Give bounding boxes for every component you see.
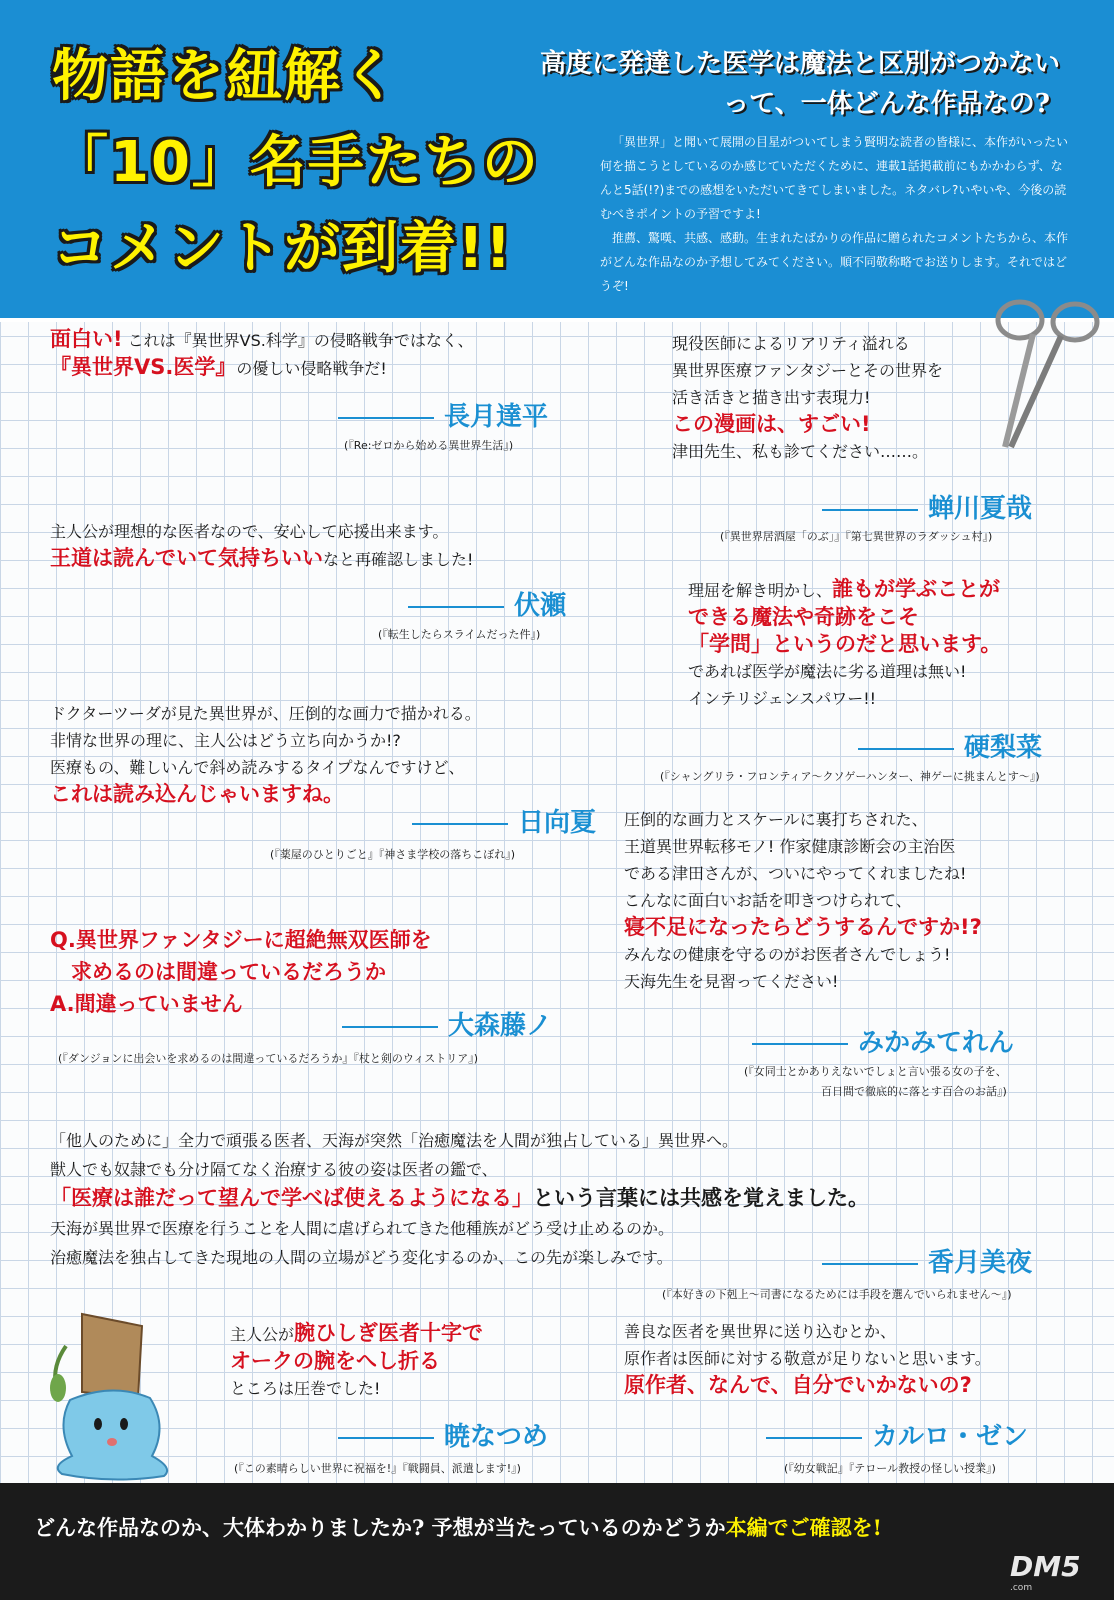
subtitle [540, 44, 1080, 124]
works-c10: (『幼女戦記』『テロール教授の怪しい授業』) [784, 1462, 996, 1475]
c5-line-2: 非情な世界の理に、主人公はどう立ち向かうか!? [50, 731, 401, 750]
works-c4: (『シャングリラ・フロンティア〜クソゲーハンター、神ゲーに挑まんとす〜』) [660, 770, 1040, 783]
title-line-1: 物語を紐解く [52, 44, 400, 109]
comment-2 [672, 330, 943, 465]
author-c4: 硬梨菜 [858, 727, 1042, 764]
c4-line-2: であれば医学が魔法に劣る道理は無い! [688, 662, 967, 681]
c8-line-2: 獣人でも奴隷でも分け隔てなく治療する彼の姿は医者の鑑で、 [50, 1160, 498, 1179]
c8-highlight: 「医療は誰だって望んで学べば使えるようになる」 [50, 1186, 533, 1210]
works-c6-line-1: (『女同士とかありえないでしょと言い張る女の子を、 [744, 1065, 1007, 1078]
c4-highlight-2: できる魔法や奇跡をこそ [688, 605, 919, 629]
c1-highlight-2: 『異世界VS.医学』 [50, 355, 237, 379]
works-c6 [744, 1062, 1007, 1102]
comment-9 [230, 1320, 483, 1402]
author-c8: 香月美夜 [822, 1242, 1032, 1279]
works-c8: (『本好きの下剋上〜司書になるためには手段を選んでいられません〜』) [662, 1288, 1012, 1301]
c6-line-5: みんなの健康を守るのがお医者さんでしょう! [624, 945, 951, 964]
c8-line-5: 治癒魔法を独占してきた現地の人間の立場がどう変化するのか、この先が楽しみです。 [50, 1248, 673, 1267]
author-c2: 蝉川夏哉 [822, 488, 1032, 525]
comment-5 [50, 700, 481, 808]
c1-line-2: の優しい侵略戦争だ! [236, 359, 387, 378]
comment-3 [50, 518, 473, 573]
c10-line-2: 原作者は医師に対する敬意が足りないと思います。 [624, 1349, 991, 1368]
c2-line-4: 津田先生、私も診てください……。 [672, 442, 929, 461]
author-c1: 長月達平 [338, 396, 548, 433]
author-c6: みかみてれん [752, 1022, 1014, 1059]
c4-highlight-3: 「学問」というのだと思います。 [688, 632, 1002, 656]
forceps-illustration [975, 282, 1110, 457]
subtitle-line-2: って、一体どんな作品なの? [723, 89, 1050, 119]
c7-highlight-1: Q.異世界ファンタジーに超絶無双医師を [50, 928, 432, 952]
c4-highlight-1: 誰もが学ぶことが [832, 577, 1001, 601]
c6-line-6: 天海先生を見習ってください! [624, 972, 839, 991]
c2-line-1: 現役医師によるリアリティ溢れる [672, 334, 910, 353]
works-c2: (『異世界居酒屋「のぶ」』『第七異世界のラダッシュ村』) [720, 530, 993, 543]
c9-line-2: ところは圧巻でした! [230, 1379, 381, 1398]
c9-line-1: 主人公が [230, 1325, 295, 1344]
works-c5: (『薬屋のひとりごと』『神さま学校の落ちこぼれ』) [270, 848, 516, 861]
c6-line-2: 王道異世界転移モノ! 作家健康診断会の主治医 [624, 837, 956, 856]
c10-highlight: 原作者、なんで、自分でいかないの? [624, 1373, 972, 1397]
intro-paragraph-2: 推薦、驚嘆、共感、感動。生まれたばかりの作品に贈られたコメントたちから、本作がどんな作品なのか予想してみてください。順不同敬称略でお送りします。それではどうぞ! [600, 231, 1069, 293]
c4-line-1: 理屈を解き明かし、 [688, 581, 833, 600]
c5-line-1: ドクターツーダが見た異世界が、圧倒的な画力で描かれる。 [50, 704, 481, 723]
footer-text [34, 1512, 1094, 1542]
c4-line-3: インテリジェンスパワー!! [688, 689, 877, 708]
author-c7: 大森藤ノ [342, 1005, 552, 1042]
c2-line-2: 異世界医療ファンタジーとその世界を [672, 361, 944, 380]
c1-highlight-1: 面白い! [50, 327, 123, 351]
title-line-3: コメントが到着!! [52, 216, 514, 281]
author-c9: 暁なつめ [338, 1416, 548, 1453]
c9-highlight-2: オークの腕をへし折る [230, 1349, 440, 1373]
intro-paragraph-1: 「異世界」と聞いて展開の目星がついてしまう賢明な読者の皆様に、本作がいったい何を描こうとしているのか感じていただくために、連載1話掲載前にもかかわらず、なんと5話(!?)までの感想をいただいてきてしまいました。ネタバレ?いやいや、今後の読むべきポイントの予習ですよ! [600, 135, 1069, 221]
c3-line-1: 主人公が理想的な医者なので、安心して応援出来ます。 [50, 522, 449, 541]
c8-line-4: 天海が異世界で医療を行うことを人間に虐げられてきた他種族がどう受け止めるのか。 [50, 1219, 675, 1238]
author-c5: 日向夏 [412, 802, 596, 839]
c8-line-3: という言葉には共感を覚えました。 [533, 1186, 869, 1210]
comment-10 [624, 1318, 991, 1399]
page-title [52, 34, 572, 292]
creature-illustration [42, 1306, 192, 1486]
works-c3: (『転生したらスライムだった件』) [378, 628, 541, 641]
works-c7: (『ダンジョンに出会いを求めるのは間違っているだろうか』『杖と剣のウィストリア』) [58, 1052, 479, 1065]
title-line-2: 「10」名手たちの [52, 130, 540, 195]
works-c6-line-2: 百日間で徹底的に落とす百合のお話』) [821, 1085, 1007, 1098]
c1-line-1: これは『異世界VS.科学』の侵略戦争ではなく、 [122, 331, 474, 350]
comment-8 [50, 1126, 869, 1272]
footer-text-main: どんな作品なのか、大体わかりましたか? 予想が当たっているのかどうか [34, 1515, 726, 1540]
c5-highlight: これは読み込んじゃいますね。 [50, 782, 344, 806]
watermark-url: .com [1010, 1583, 1033, 1593]
c6-highlight: 寝不足になったらどうするんですか!? [624, 915, 982, 939]
author-c3: 伏瀬 [408, 585, 566, 622]
comment-1 [50, 326, 474, 382]
works-c9: (『この素晴らしい世界に祝福を!』『戦闘員、派遣します!』) [234, 1462, 521, 1475]
c6-line-3: である津田さんが、ついにやってくれましたね! [624, 864, 967, 883]
subtitle-line-1: 高度に発達した医学は魔法と区別がつかない [540, 49, 1061, 79]
c10-line-1: 善良な医者を異世界に送り込むとか、 [624, 1322, 897, 1341]
c2-highlight: この漫画は、すごい! [672, 412, 871, 436]
intro-text [600, 130, 1070, 298]
c8-line-1: 「他人のために」全力で頑張る医者、天海が突然「治癒魔法を人間が独占している」異世界へ。 [50, 1131, 739, 1150]
c3-highlight: 王道は読んでいて気持ちいい [50, 546, 323, 570]
c7-highlight-3: A.間違っていません [50, 992, 243, 1016]
c7-highlight-2: 求めるのは間違っているだろうか [50, 960, 386, 984]
c9-highlight-1: 腕ひしぎ医者十字で [294, 1321, 484, 1345]
c5-line-3: 医療もの、難しいんで斜め読みするタイプなんですけど、 [50, 758, 465, 777]
works-c1: (『Re:ゼロから始める異世界生活』) [344, 439, 514, 452]
c2-line-3: 活き活きと描き出す表現力! [672, 388, 871, 407]
watermark-logo: DM5 [1010, 1550, 1081, 1583]
c3-line-2: なと再確認しました! [323, 550, 474, 569]
comment-4 [688, 576, 1001, 712]
c6-line-1: 圧倒的な画力とスケールに裏打ちされた、 [624, 810, 928, 829]
comment-6 [624, 806, 982, 995]
footer-highlight: 本編でご確認を! [725, 1515, 882, 1540]
author-c10: カルロ・ゼン [766, 1416, 1028, 1453]
c6-line-4: こんなに面白いお話を叩きつけられて、 [624, 891, 912, 910]
